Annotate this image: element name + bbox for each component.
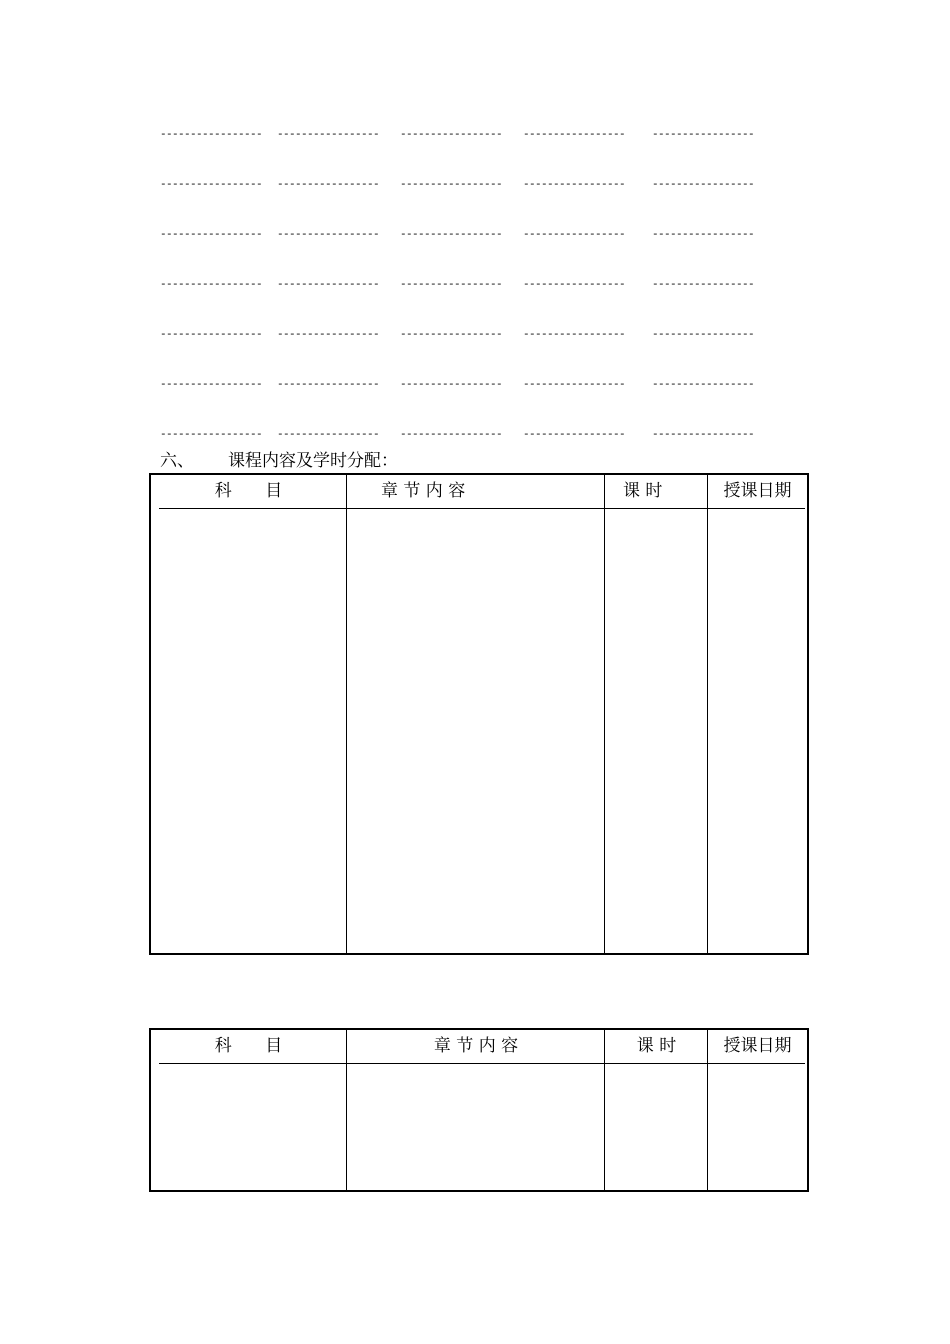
dash-segment: -----------------: [160, 379, 263, 391]
dash-segment: -----------------: [523, 129, 626, 141]
dash-segment: -----------------: [652, 379, 755, 391]
dash-row: [0, 225, 950, 245]
dash-segment: -----------------: [652, 279, 755, 291]
header-subject: 科 目: [214, 1036, 283, 1056]
dash-segment: -----------------: [400, 129, 503, 141]
dash-segment: -----------------: [277, 229, 380, 241]
dash-row: [0, 325, 950, 345]
schedule-table-1: [149, 473, 809, 955]
dash-segment: -----------------: [523, 229, 626, 241]
dash-segment: -----------------: [160, 229, 263, 241]
header-divider: [159, 1063, 805, 1064]
header-chapter: 章 节 内 容: [433, 1036, 519, 1056]
dash-segment: -----------------: [652, 229, 755, 241]
dash-segment: -----------------: [523, 379, 626, 391]
column-divider: [346, 475, 347, 953]
dash-segment: -----------------: [277, 379, 380, 391]
dash-segment: -----------------: [277, 179, 380, 191]
column-divider: [707, 475, 708, 953]
section-title: 课程内容及学时分配：: [228, 451, 398, 471]
dash-segment: -----------------: [400, 379, 503, 391]
dash-segment: -----------------: [400, 429, 503, 441]
dash-segment: -----------------: [277, 129, 380, 141]
dash-segment: -----------------: [523, 329, 626, 341]
dash-segment: -----------------: [523, 179, 626, 191]
dash-segment: -----------------: [160, 429, 263, 441]
dash-segment: -----------------: [160, 129, 263, 141]
dash-segment: -----------------: [652, 179, 755, 191]
dash-row: [0, 425, 950, 445]
dash-segment: -----------------: [523, 429, 626, 441]
section-number: 六、: [160, 451, 194, 471]
dash-row: [0, 175, 950, 195]
dash-segment: -----------------: [277, 279, 380, 291]
dash-row: [0, 125, 950, 145]
dash-segment: -----------------: [160, 329, 263, 341]
dash-segment: -----------------: [400, 329, 503, 341]
header-date: 授课日期: [723, 1036, 792, 1056]
dash-segment: -----------------: [652, 129, 755, 141]
dash-segment: -----------------: [160, 179, 263, 191]
dash-segment: -----------------: [652, 329, 755, 341]
header-hours: 课 时: [636, 1036, 677, 1056]
header-divider: [159, 508, 805, 509]
dash-segment: -----------------: [160, 279, 263, 291]
dash-segment: -----------------: [277, 329, 380, 341]
dash-row: [0, 275, 950, 295]
dash-row: [0, 375, 950, 395]
dash-segment: -----------------: [277, 429, 380, 441]
header-hours: 课 时: [623, 481, 663, 501]
dash-segment: -----------------: [652, 429, 755, 441]
header-chapter: 章 节 内 容: [381, 481, 466, 501]
dash-segment: -----------------: [400, 229, 503, 241]
column-divider: [346, 1030, 347, 1190]
section-heading: [160, 450, 398, 472]
column-divider: [604, 1030, 605, 1190]
dash-segment: -----------------: [523, 279, 626, 291]
schedule-table-2: [149, 1028, 809, 1192]
header-date: 授课日期: [723, 481, 792, 501]
column-divider: [707, 1030, 708, 1190]
dash-segment: -----------------: [400, 279, 503, 291]
dash-segment: -----------------: [400, 179, 503, 191]
header-subject: 科 目: [214, 481, 283, 501]
column-divider: [604, 475, 605, 953]
